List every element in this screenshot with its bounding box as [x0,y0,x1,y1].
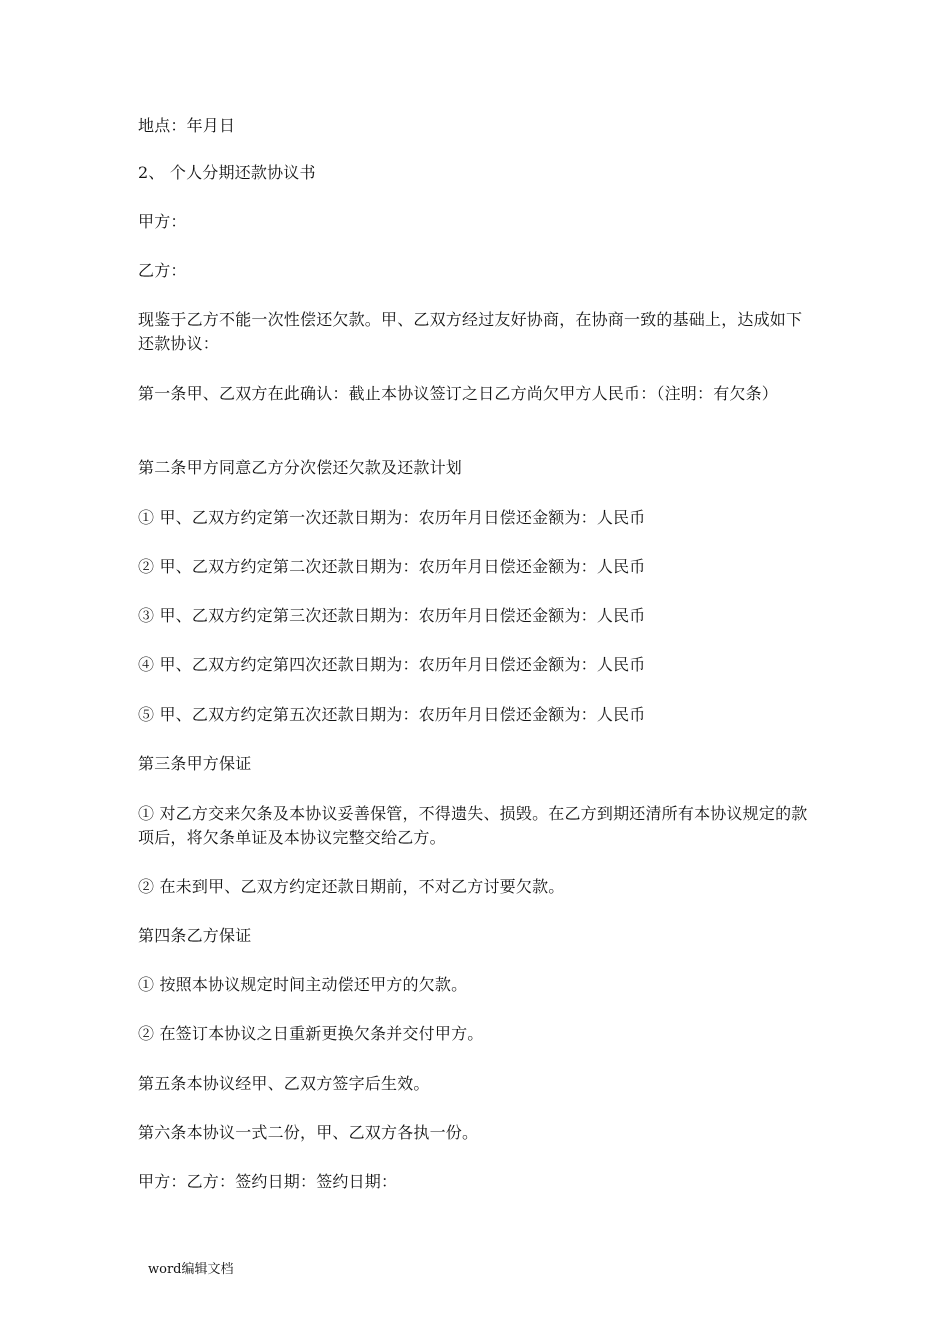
article-2-heading: 第二条甲方同意乙方分次偿还欠款及还款计划 [138,458,463,477]
article-3-item-2: ② 在未到甲、乙双方约定还款日期前，不对乙方讨要欠款。 [138,877,565,896]
installment-4: ④ 甲、乙双方约定第四次还款日期为：农历年月日偿还金额为：人民币 [138,655,646,674]
party-b-line: 乙方： [138,261,187,280]
article-3-item-1: ① 对乙方交来欠条及本协议妥善保管，不得遗失、损毁。在乙方到期还清所有本协议规定的款项后，将欠条单证及本协议完整交给乙方。 [138,804,808,847]
article-6: 第六条本协议一式二份，甲、乙双方各执一份。 [138,1123,479,1142]
party-a-line: 甲方： [138,212,187,231]
article-4-item-1: ① 按照本协议规定时间主动偿还甲方的欠款。 [138,975,468,994]
article-4-heading: 第四条乙方保证 [138,926,252,945]
agreement-title: 2、 个人分期还款协议书 [138,163,316,182]
article-1: 第一条甲、乙双方在此确认：截止本协议签订之日乙方尚欠甲方人民币：（注明：有欠条） [138,384,779,403]
installment-5: ⑤ 甲、乙双方约定第五次还款日期为：农历年月日偿还金额为：人民币 [138,705,646,724]
article-5: 第五条本协议经甲、乙双方签字后生效。 [138,1074,430,1093]
article-3-heading: 第三条甲方保证 [138,754,252,773]
location-date-line: 地点：年月日 [138,116,236,135]
page-footer: word编辑文档 [148,1262,234,1277]
installment-3: ③ 甲、乙双方约定第三次还款日期为：农历年月日偿还金额为：人民币 [138,606,646,625]
preamble-paragraph: 现鉴于乙方不能一次性偿还欠款。甲、乙双方经过友好协商，在协商一致的基础上，达成如下还款协议： [138,310,803,353]
signature-line: 甲方：乙方：签约日期：签约日期： [138,1172,398,1191]
installment-2: ② 甲、乙双方约定第二次还款日期为：农历年月日偿还金额为：人民币 [138,557,646,576]
article-4-item-2: ② 在签订本协议之日重新更换欠条并交付甲方。 [138,1024,484,1043]
installment-1: ① 甲、乙双方约定第一次还款日期为：农历年月日偿还金额为：人民币 [138,508,646,527]
